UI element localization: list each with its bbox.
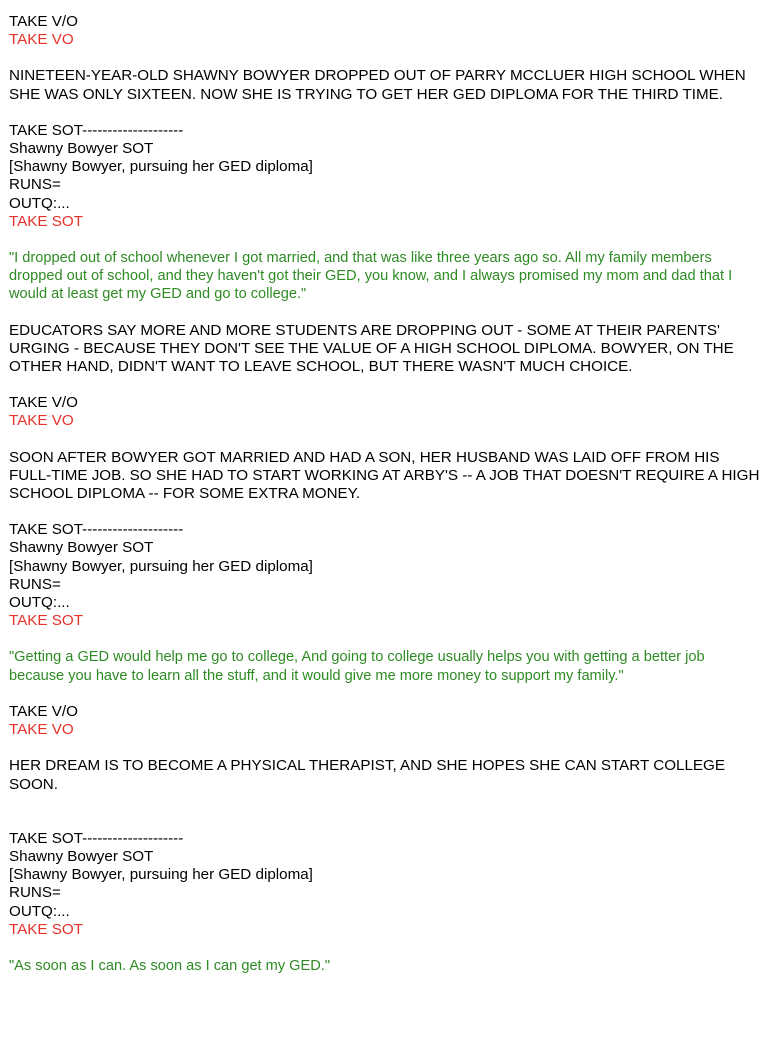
sot-super: [Shawny Bowyer, pursuing her GED diploma] xyxy=(9,158,313,176)
sot-header: TAKE SOT-------------------- xyxy=(9,521,184,539)
vo-label: TAKE V/O xyxy=(9,394,78,412)
vo-label: TAKE V/O xyxy=(9,13,78,30)
sot-quote: "Getting a GED would help me go to college, And going to college usually helps you with getting a better job because you have to learn all the stuff, and it would give me more money to support my family." xyxy=(9,649,705,684)
sot-header: TAKE SOT-------------------- xyxy=(9,829,184,847)
sot-runs: RUNS= xyxy=(9,884,61,902)
spacer xyxy=(9,376,760,394)
sot-super: [Shawny Bowyer, pursuing her GED diploma] xyxy=(9,866,313,884)
vo-cue: TAKE VO xyxy=(9,412,74,430)
sot-header: TAKE SOT-------------------- xyxy=(9,121,184,139)
spacer xyxy=(9,431,760,449)
sot-cue: TAKE SOT xyxy=(9,212,83,230)
spacer xyxy=(9,630,760,648)
sot-quote: "As soon as I can. As soon as I can get my GED." xyxy=(9,957,331,974)
sot-name: Shawny Bowyer SOT xyxy=(9,140,154,158)
sot-super: [Shawny Bowyer, pursuing her GED diploma] xyxy=(9,557,313,575)
spacer xyxy=(9,685,760,703)
narration-paragraph: SOON AFTER BOWYER GOT MARRIED AND HAD A SON, HER HUSBAND WAS LAID OFF FROM HIS FULL-TIME JOB. SO SHE HAD TO START WORKING AT ARBY'S -- A JOB THAT DOESN'T REQUIRE A HIGH SCHOOL DIPLOMA -- FOR SOME EXTRA MONEY. xyxy=(9,448,760,503)
sot-name: Shawny Bowyer SOT xyxy=(9,847,154,865)
narration-paragraph: EDUCATORS SAY MORE AND MORE STUDENTS ARE DROPPING OUT - SOME AT THEIR PARENTS' URGING - BECAUSE THEY DON'T SEE THE VALUE OF A HIGH SCHOOL DIPLOMA. BOWYER, ON THE OTHER HAND, DIDN'T WANT TO LEAVE SCHOOL, BUT THERE WASN'T MUCH CHOICE. xyxy=(9,321,734,376)
sot-runs: RUNS= xyxy=(9,176,61,194)
sot-outq: OUTQ:... xyxy=(9,902,70,920)
narration-paragraph: NINETEEN-YEAR-OLD SHAWNY BOWYER DROPPED OUT OF PARRY MCCLUER HIGH SCHOOL WHEN SHE WAS ONLY SIXTEEN. NOW SHE IS TRYING TO GET HER GED DIPLOMA FOR THE THIRD TIME. xyxy=(9,67,746,103)
spacer xyxy=(9,49,760,67)
spacer xyxy=(9,104,760,122)
spacer xyxy=(9,231,760,249)
narration-paragraph: HER DREAM IS TO BECOME A PHYSICAL THERAPIST, AND SHE HOPES SHE CAN START COLLEGE SOON. xyxy=(9,757,725,793)
vo-cue: TAKE VO xyxy=(9,721,74,739)
vo-label: TAKE V/O xyxy=(9,702,78,720)
spacer xyxy=(9,503,760,521)
sot-outq: OUTQ:... xyxy=(9,594,70,612)
spacer xyxy=(9,304,760,322)
vo-cue: TAKE VO xyxy=(9,31,74,49)
sot-outq: OUTQ:... xyxy=(9,194,70,212)
spacer xyxy=(9,794,760,830)
spacer xyxy=(9,739,760,757)
sot-name: Shawny Bowyer SOT xyxy=(9,539,154,557)
spacer xyxy=(9,939,760,957)
sot-cue: TAKE SOT xyxy=(9,920,83,938)
sot-quote: "I dropped out of school whenever I got married, and that was like three years ago so. All my family members dropped out of school, and they haven't got their GED, you know, and I always promised my mom and dad that I would at least get my GED and go to college." xyxy=(9,250,733,303)
sot-cue: TAKE SOT xyxy=(9,612,83,630)
sot-runs: RUNS= xyxy=(9,575,61,593)
